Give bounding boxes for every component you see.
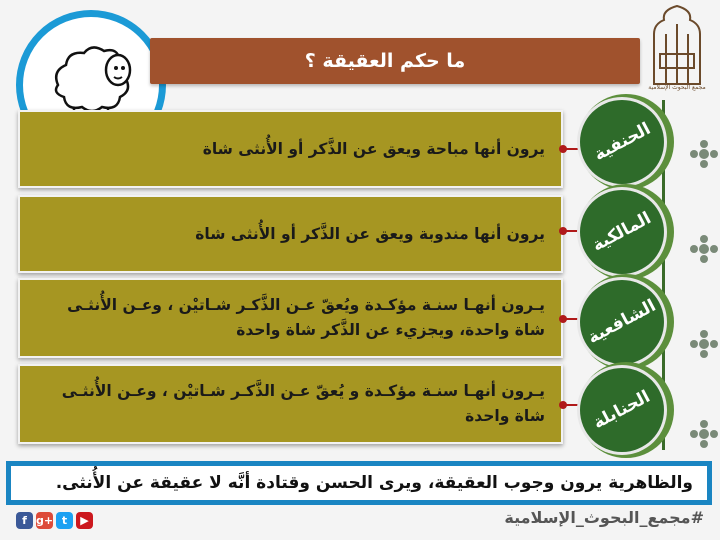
madhhab-badge-hanbali — [580, 368, 664, 452]
rosette-icon — [690, 140, 718, 168]
ruling-text: يـرون أنهـا سنـة مؤكـدة و يُعقّ عـن الذَّكـر شـاتيْن ، وعـن الأُنثـى شاة واحدة — [61, 382, 545, 425]
note-box — [6, 461, 712, 505]
page-title: ما حكم العقيقة ؟ — [304, 50, 466, 72]
social-icons — [16, 512, 93, 529]
rosette-icon — [690, 420, 718, 448]
google-plus-icon[interactable]: g+ — [35, 514, 54, 527]
ruling-row-hanbali — [18, 364, 563, 444]
madhhab-label: الشافعية — [584, 295, 660, 349]
madhhab-label: المالكية — [589, 208, 655, 256]
institution-logo — [646, 4, 708, 100]
rosette-icon — [690, 235, 718, 263]
twitter-icon[interactable]: t — [56, 512, 73, 529]
madhhab-label: الحنفية — [590, 118, 654, 166]
rosette-icon — [690, 330, 718, 358]
ruling-row-hanafi — [18, 110, 563, 188]
hashtag: #مجمع_البحوث_الإسلامية — [504, 508, 704, 527]
youtube-icon[interactable]: ▶ — [76, 512, 93, 529]
facebook-icon[interactable]: f — [16, 512, 33, 529]
madhhab-badge-hanafi — [580, 100, 664, 184]
logo-caption: مجمع البحوث الإسلامية — [648, 84, 706, 91]
madhhab-badge-shafii — [580, 280, 664, 364]
ruling-text: يرون أنها مندوبة ويعق عن الذَّكر أو الأُنثى شاة — [195, 224, 545, 243]
ruling-row-maliki — [18, 195, 563, 273]
ruling-text: يرون أنها مباحة ويعق عن الذَّكر أو الأُنثى شاة — [202, 139, 545, 158]
note-text: والظاهرية يرون وجوب العقيقة، ويرى الحسن وقتادة أنَّه لا عقيقة عن الأُنثى. — [55, 473, 693, 493]
ruling-text: يـرون أنهـا سنـة مؤكـدة ويُعقّ عـن الذَّكـر شـاتيْن ، وعـن الأُنثـى شاة واحدة، ويجزيء عن الذَّكر شاة واحدة — [67, 296, 545, 339]
madhhab-badge-maliki — [580, 190, 664, 274]
header-bar — [150, 38, 640, 84]
madhhab-label: الحنابلة — [590, 386, 654, 434]
ruling-row-shafii — [18, 278, 563, 358]
